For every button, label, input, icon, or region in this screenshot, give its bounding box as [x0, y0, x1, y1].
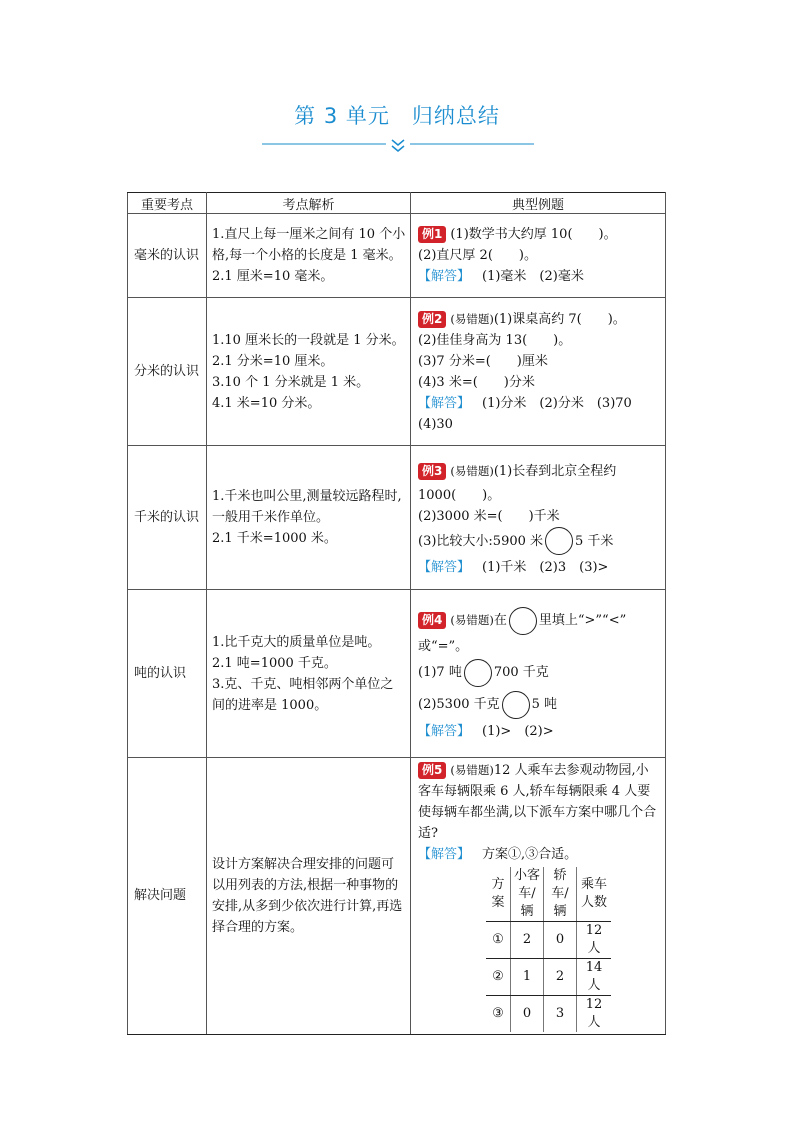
- topic-cell: 吨的认识: [128, 590, 207, 758]
- page-title: [0, 100, 794, 130]
- question-line: (1)数学书大约厚 10( )。: [450, 227, 617, 242]
- error-prone-tag: (易错题): [450, 763, 494, 777]
- plan-cell: 3: [544, 996, 577, 1033]
- analysis-line: 3.克、千克、吨相邻两个单位之间的进率是 1000。: [212, 676, 394, 713]
- question-line: (2)直尺厚 2( )。: [418, 248, 537, 263]
- title-divider-icon: [262, 137, 534, 157]
- plan-cell: ③: [486, 996, 511, 1033]
- analysis-line: 3.10 个 1 分米就是 1 米。: [212, 374, 370, 390]
- table-row: [128, 758, 666, 1035]
- example-badge: 例3: [418, 463, 446, 480]
- plan-cell: 12 人: [577, 996, 612, 1033]
- title-name: 归纳总结: [411, 104, 500, 128]
- question-line: (2)佳佳身高为 13( )。: [418, 332, 572, 348]
- analysis-line: 2.1 厘米=10 毫米。: [212, 269, 334, 284]
- example-badge: 例4: [418, 612, 446, 629]
- answer-text: (1)千米 (2)3 (3)>: [482, 559, 609, 575]
- question-line: 5 千米: [575, 533, 614, 549]
- plan-cell: 2: [544, 959, 577, 996]
- plan-cell: 0: [511, 996, 544, 1033]
- question-line: 1000( )。: [418, 487, 501, 503]
- answer-label: 【解答】: [418, 724, 471, 739]
- example-cell: [411, 298, 666, 446]
- question-line: 或“=”。: [418, 639, 469, 654]
- plan-header-cell: 小客车/辆: [511, 867, 544, 922]
- question-line: (3)7 分米=( )厘米: [418, 353, 548, 369]
- header-topic: 重要考点: [128, 193, 207, 214]
- header-analysis: 考点解析: [207, 193, 411, 214]
- answer-circle-blank: [509, 607, 537, 635]
- answer-text: (1)分米 (2)分米 (3)70: [482, 395, 632, 411]
- question-line: (3)比较大小:5900 米: [418, 533, 544, 549]
- plan-cell: 12 人: [577, 922, 612, 959]
- analysis-line: 2.1 分米=10 厘米。: [212, 353, 334, 369]
- analysis-cell: [207, 590, 411, 758]
- title-unit: 第 3 单元: [294, 104, 390, 128]
- plan-table-header: [486, 867, 611, 922]
- analysis-cell: [207, 298, 411, 446]
- analysis-line: 1.比千克大的质量单位是吨。: [212, 634, 381, 650]
- topic-cell: 解决问题: [128, 758, 207, 1035]
- plan-table: [486, 867, 611, 1032]
- analysis-line: 1.直尺上每一厘米之间有 10 个小格,每一个小格的长度是 1 毫米。: [212, 227, 406, 263]
- header-example: 典型例题: [411, 193, 666, 214]
- answer-text: (4)30: [418, 416, 453, 432]
- question-line: (4)3 米=( )分米: [418, 374, 535, 390]
- answer-circle-blank[interactable]: [545, 527, 573, 555]
- table-row: [128, 590, 666, 758]
- plan-row: [486, 959, 611, 996]
- example-badge: 例5: [418, 762, 446, 779]
- plan-row: [486, 996, 611, 1033]
- example-cell: [411, 758, 666, 1035]
- example-badge: 例2: [418, 311, 446, 328]
- answer-text: (1)毫米 (2)毫米: [482, 269, 584, 284]
- plan-header-cell: 方案: [486, 867, 511, 922]
- plan-header-cell: 轿车/辆: [544, 867, 577, 922]
- question-line: (1)7 吨: [418, 665, 462, 680]
- topic-cell: 毫米的认识: [128, 214, 207, 298]
- question-line: (1)长春到北京全程约: [493, 463, 617, 479]
- table-header-row: [128, 193, 666, 214]
- analysis-line: 2.1 千米=1000 米。: [212, 531, 337, 546]
- answer-text: 方案①,③合适。: [482, 847, 578, 862]
- analysis-line: 设计方案解决合理安排的问题可以用列表的方法,根据一种事物的安排,从多到少依次进行计算,再选择合理的方案。: [212, 857, 403, 935]
- example-cell: [411, 446, 666, 590]
- topic-cell: 分米的认识: [128, 298, 207, 446]
- plan-cell: ②: [486, 959, 511, 996]
- answer-label: 【解答】: [418, 269, 471, 284]
- plan-row: [486, 922, 611, 959]
- table-row: [128, 214, 666, 298]
- answer-label: 【解答】: [418, 395, 471, 411]
- analysis-line: 2.1 吨=1000 千克。: [212, 655, 337, 671]
- question-line: (1)课桌高约 7( )。: [493, 311, 626, 327]
- example-cell: [411, 590, 666, 758]
- question-line: 里填上“>”“<”: [538, 613, 627, 628]
- question-line: 5 吨: [531, 697, 558, 712]
- answer-text: (1)> (2)>: [482, 724, 554, 739]
- error-prone-tag: (易错题): [450, 463, 494, 478]
- answer-circle-blank[interactable]: [502, 691, 530, 719]
- summary-table: [127, 192, 666, 1035]
- question-line: (2)5300 千克: [418, 697, 500, 712]
- table-row: [128, 446, 666, 590]
- answer-circle-blank[interactable]: [464, 659, 492, 687]
- example-cell: [411, 214, 666, 298]
- table-row: [128, 298, 666, 446]
- topic-cell: 千米的认识: [128, 446, 207, 590]
- plan-cell: ①: [486, 922, 511, 959]
- answer-label: 【解答】: [418, 559, 471, 575]
- plan-cell: 1: [511, 959, 544, 996]
- plan-cell: 0: [544, 922, 577, 959]
- analysis-cell: [207, 758, 411, 1035]
- analysis-cell: [207, 446, 411, 590]
- question-line: (2)3000 米=( )千米: [418, 508, 560, 524]
- answer-label: 【解答】: [418, 847, 471, 862]
- question-line: 700 千克: [493, 665, 549, 680]
- analysis-line: 4.1 米=10 分米。: [212, 395, 321, 411]
- analysis-line: 1.10 厘米长的一段就是 1 分米。: [212, 332, 405, 348]
- example-badge: 例1: [418, 226, 446, 243]
- question-text: 12 人乘车去参观动物园,小客车每辆限乘 6 人,轿车每辆限乘 4 人要使每辆车都坐满,以下派车方案中哪几个合适?: [418, 763, 657, 841]
- plan-cell: 14 人: [577, 959, 612, 996]
- analysis-line: 1.千米也叫公里,测量较远路程时,一般用千米作单位。: [212, 489, 402, 525]
- error-prone-tag: (易错题): [450, 311, 494, 326]
- question-line: 在: [493, 613, 507, 628]
- analysis-cell: [207, 214, 411, 298]
- plan-header-cell: 乘车人数: [577, 867, 612, 922]
- plan-cell: 2: [511, 922, 544, 959]
- error-prone-tag: (易错题): [450, 613, 494, 627]
